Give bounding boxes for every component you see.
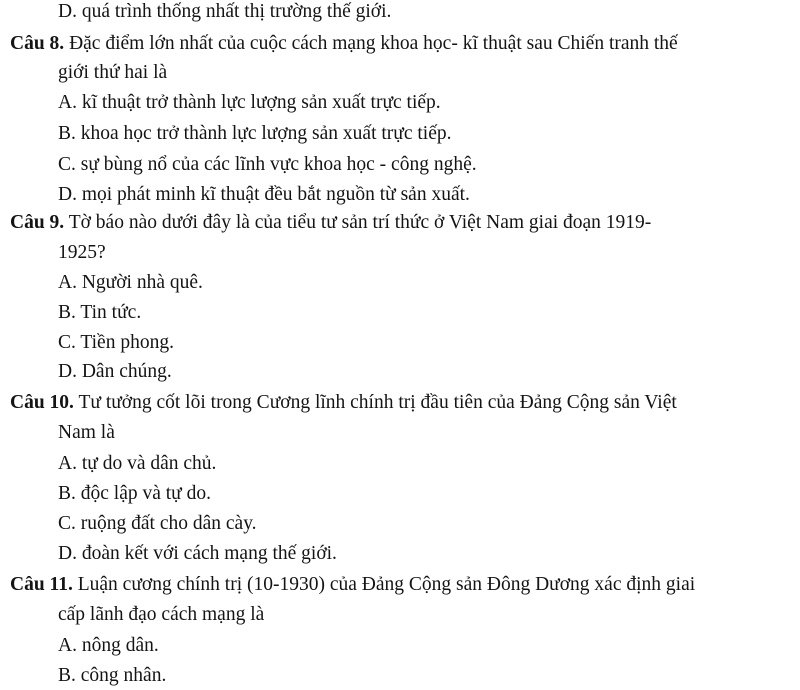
question-9-stem bbox=[10, 213, 651, 233]
question-11-stem-line1: Luận cương chính trị (10-1930) của Đảng Cộng sản Đông Dương xác định giai bbox=[72, 574, 696, 595]
question-8-option-b: B. khoa học trở thành lực lượng sản xuất trực tiếp. bbox=[58, 123, 452, 144]
question-10-stem-line2: Nam là bbox=[58, 422, 115, 443]
question-9-label: Câu 9. bbox=[10, 212, 65, 233]
question-11-label: Câu 11. bbox=[10, 574, 73, 595]
question-10-option-c: C. ruộng đất cho dân cày. bbox=[58, 513, 257, 534]
question-9-stem-line1: Tờ báo nào dưới đây là của tiểu tư sản trí thức ở Việt Nam giai đoạn 1919- bbox=[64, 212, 652, 233]
question-10-option-b: B. độc lập và tự do. bbox=[58, 483, 212, 504]
question-9-option-c: C. Tiền phong. bbox=[58, 332, 174, 353]
question-8-label: Câu 8. bbox=[10, 33, 65, 54]
question-8-stem bbox=[10, 34, 678, 54]
question-10-stem bbox=[10, 393, 677, 413]
question-9-stem-line2: 1925? bbox=[58, 242, 106, 263]
question-8-option-d: D. mọi phát minh kĩ thuật đều bắt nguồn từ sản xuất. bbox=[58, 184, 470, 205]
question-8-option-a: A. kĩ thuật trở thành lực lượng sản xuất trực tiếp. bbox=[58, 92, 441, 113]
question-10-stem-line1: Tư tưởng cốt lõi trong Cương lĩnh chính trị đầu tiên của Đảng Cộng sản Việt bbox=[73, 392, 677, 413]
question-8-stem-line1: Đặc điểm lớn nhất của cuộc cách mạng khoa học- kĩ thuật sau Chiến tranh thế bbox=[64, 33, 678, 54]
question-11-stem-line2: cấp lãnh đạo cách mạng là bbox=[58, 604, 265, 625]
question-8-stem-line2: giới thứ hai là bbox=[58, 62, 168, 83]
question-11-option-b: B. công nhân. bbox=[58, 665, 167, 686]
prev-question-option-d: D. quá trình thống nhất thị trường thế giới. bbox=[58, 1, 392, 22]
question-11-option-a: A. nông dân. bbox=[58, 635, 159, 656]
question-9-option-d: D. Dân chúng. bbox=[58, 361, 172, 382]
question-9-option-a: A. Người nhà quê. bbox=[58, 272, 203, 293]
question-9-option-b: B. Tin tức. bbox=[58, 302, 142, 323]
question-10-option-a: A. tự do và dân chủ. bbox=[58, 453, 217, 474]
question-8-option-c: C. sự bùng nổ của các lĩnh vực khoa học - công nghệ. bbox=[58, 154, 477, 175]
question-11-stem bbox=[10, 575, 695, 595]
question-10-label: Câu 10. bbox=[10, 392, 74, 413]
question-10-option-d: D. đoàn kết với cách mạng thế giới. bbox=[58, 543, 337, 564]
